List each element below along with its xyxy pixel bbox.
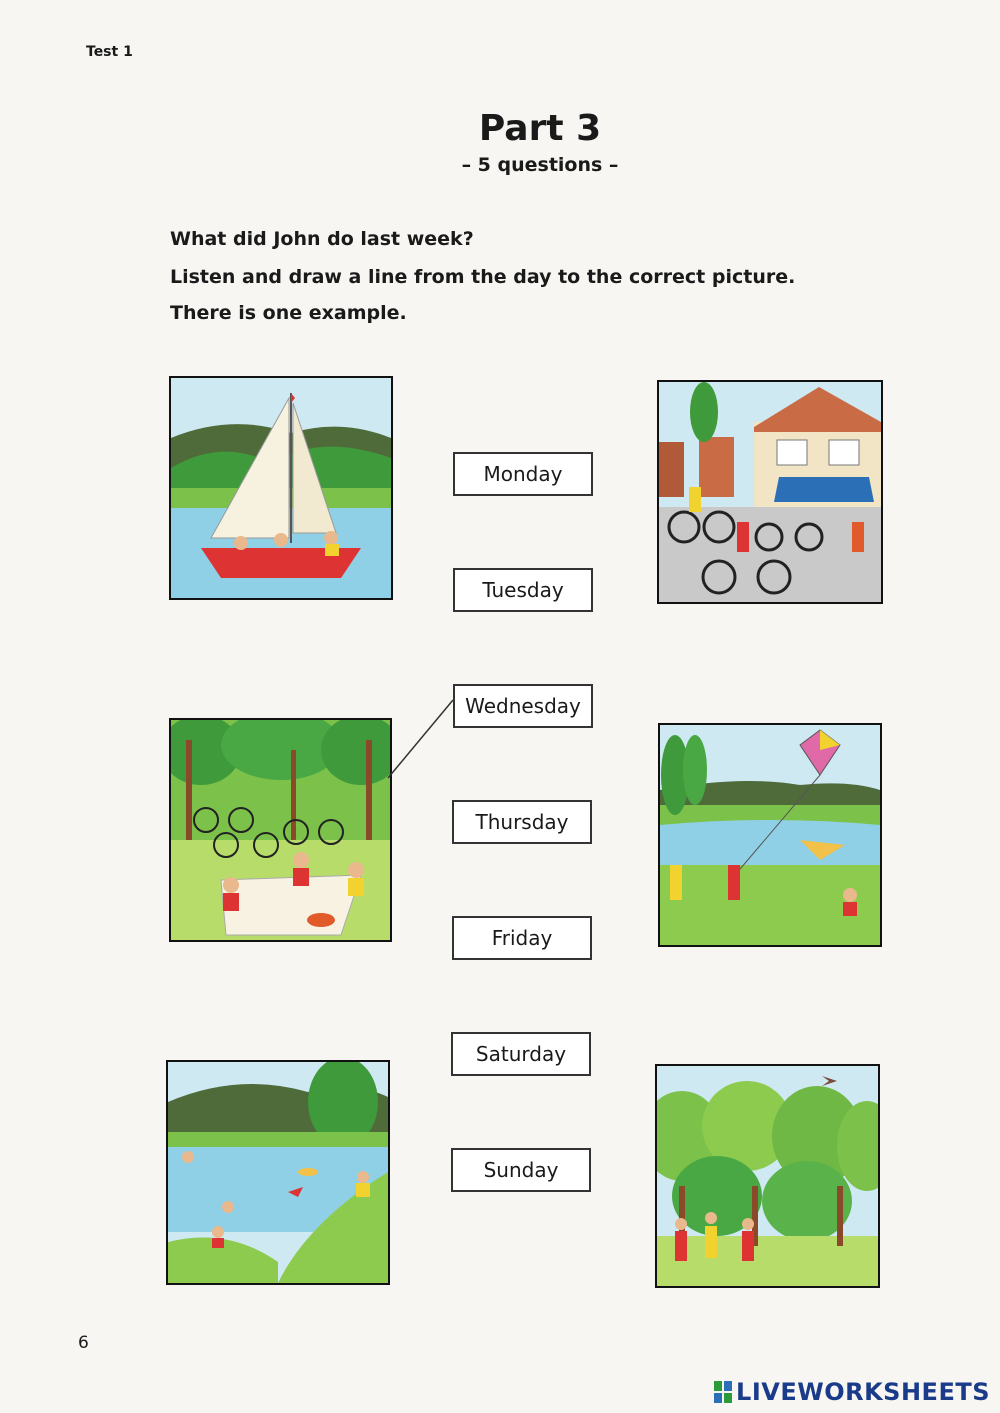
instruction-task: Listen and draw a line from the day to the correct picture. (170, 266, 796, 288)
picnic-illustration (171, 720, 390, 940)
brand-text: LIVEWORKSHEETS (736, 1378, 990, 1406)
page-number: 6 (78, 1333, 89, 1353)
part-subtitle: – 5 questions – (461, 154, 619, 176)
liveworksheets-logo (714, 1378, 990, 1406)
instruction-question: What did John do last week? (170, 228, 474, 250)
day-box-friday[interactable]: Friday (452, 916, 592, 960)
liveworksheets-mark-icon (714, 1381, 732, 1403)
day-box-saturday[interactable]: Saturday (451, 1032, 591, 1076)
picture-bikes-town[interactable] (657, 380, 883, 604)
day-box-monday[interactable]: Monday (453, 452, 593, 496)
test-label: Test 1 (86, 44, 133, 60)
picture-kite[interactable] (658, 723, 882, 947)
picture-swimming[interactable] (166, 1060, 390, 1285)
day-box-tuesday[interactable]: Tuesday (453, 568, 593, 612)
woods-illustration (657, 1066, 878, 1286)
picture-sailing[interactable] (169, 376, 393, 600)
picture-woods[interactable] (655, 1064, 880, 1288)
bikes-town-illustration (659, 382, 881, 602)
part-title: Part 3 (478, 108, 602, 149)
day-box-sunday[interactable]: Sunday (451, 1148, 591, 1192)
day-box-wednesday[interactable]: Wednesday (453, 684, 593, 728)
day-box-thursday[interactable]: Thursday (452, 800, 592, 844)
kite-illustration (660, 725, 880, 945)
instruction-example: There is one example. (170, 302, 407, 324)
swimming-illustration (168, 1062, 388, 1283)
picture-picnic[interactable] (169, 718, 392, 942)
sailing-illustration (171, 378, 391, 598)
